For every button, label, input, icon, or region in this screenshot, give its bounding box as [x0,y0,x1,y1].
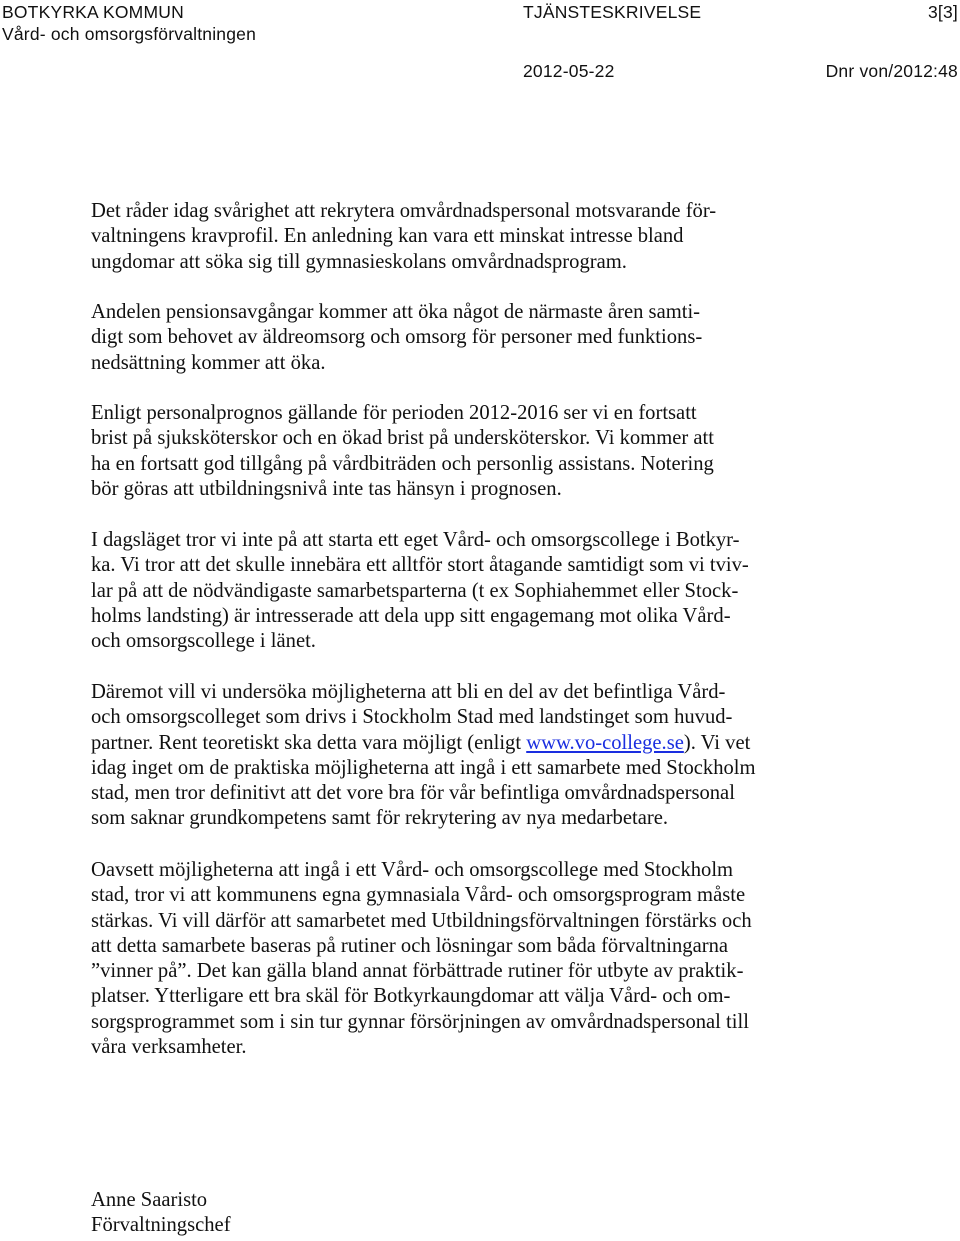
text-line: nedsättning kommer att öka. [91,351,326,374]
paragraph-staff-forecast [91,401,891,502]
paragraph-recruitment [91,199,891,275]
text-line: Oavsett möjligheterna att ingå i ett Vård- och omsorgscollege med Stockholm [91,859,734,881]
vo-college-link[interactable]: www.vo-college.se [526,731,684,754]
text-segment: ). Vi vet [683,731,751,754]
text-line: ka. Vi tror att det skulle innebära ett alltför stort åtagande samtidigt som vi tviv- [91,554,749,577]
text-line [91,731,891,756]
text-line: holms landsting) är intresserade att dela upp sitt engagemang mot olika Vård- [91,604,731,627]
paragraph-stockholm-college [91,680,891,832]
text-line: ha en fortsatt god tillgång på vårdbiträden och personlig assistans. Notering [91,452,714,475]
text-line: Det råder idag svårighet att rekrytera omvårdnadspersonal motsvarande för- [91,200,717,222]
paragraph-college-decision [91,528,891,654]
text-line: Enligt personalprognos gällande för perioden 2012-2016 ser vi en fortsatt [91,402,697,424]
diary-number: Dnr von/2012:48 [825,61,958,81]
document-date: 2012-05-22 [523,61,615,81]
text-line: att detta samarbete baseras på rutiner och lösningar som båda förvaltningarna [91,934,729,957]
text-line: ungdomar att söka sig till gymnasieskolans omvårdnadsprogram. [91,250,627,273]
text-line: Däremot vill vi undersöka möjligheterna att bli en del av det befintliga Vård- [91,681,726,703]
text-line: valtningens kravprofil. En anledning kan vara ett minskat intresse bland [91,225,684,248]
paragraph-local-program [91,858,891,1060]
text-line: ”vinner på”. Det kan gälla bland annat förbättrade rutiner för utbyte av praktik- [91,960,744,983]
text-line: digt som behovet av äldreomsorg och omsorg för personer med funktions- [91,326,703,349]
text-segment: partner. Rent teoretiskt ska detta vara möjligt (enligt [91,731,527,754]
text-line: brist på sjuksköterskor och en ökad brist på undersköterskor. Vi kommer att [91,427,714,450]
text-line: sorgsprogrammet som i sin tur gynnar försörjningen av omvårdnadspersonal till [91,1010,749,1033]
text-line: Andelen pensionsavgångar kommer att öka något de närmaste åren samti- [91,301,701,323]
text-line: stärkas. Vi vill därför att samarbetet med Utbildningsförvaltningen förstärks och [91,909,752,932]
page-number: 3[3] [928,2,958,22]
text-line: stad, tror vi att kommunens egna gymnasiala Vård- och omsorgsprogram måste [91,884,746,907]
text-line: som saknar grundkompetens samt för rekrytering av nya medarbetare. [91,807,668,830]
text-line: och omsorgscollege i länet. [91,630,316,653]
signature-title: Förvaltningschef [91,1214,231,1236]
document-type: TJÄNSTESKRIVELSE [523,2,702,22]
text-line: idag inget om de praktiska möjligheterna att ingå i ett samarbete med Stockholm [91,756,756,779]
text-line: I dagsläget tror vi inte på att starta ett eget Vård- och omsorgscollege i Botkyr- [91,529,740,551]
text-line: bör göras att utbildningsnivå inte tas hänsyn i prognosen. [91,477,562,500]
text-line: stad, men tror definitivt att det vore bra för vår befintliga omvårdnadspersonal [91,782,735,805]
text-line: våra verksamheter. [91,1036,247,1059]
org-name: BOTKYRKA KOMMUN [2,2,184,22]
text-line: platser. Ytterligare ett bra skäl för Botkyrkaungdomar att välja Vård- och om- [91,985,731,1008]
paragraph-retirements [91,300,891,376]
department-name: Vård- och omsorgsförvaltningen [2,24,257,44]
text-line: lar på att de nödvändigaste samarbetsparterna (t ex Sophiahemmet eller Stock- [91,579,739,602]
text-line: och omsorgscolleget som drivs i Stockholm Stad med landstinget som huvud- [91,706,733,729]
signature-name: Anne Saaristo [91,1189,208,1211]
